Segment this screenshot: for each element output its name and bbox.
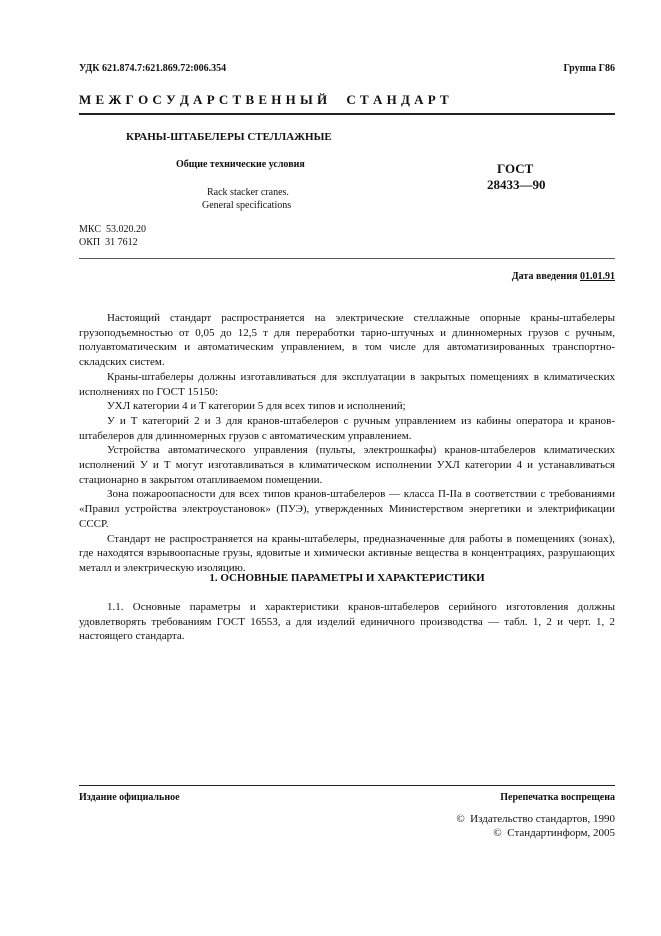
header-rule bbox=[79, 113, 615, 115]
okp-code: ОКП 31 7612 bbox=[79, 237, 138, 248]
standard-type-banner: М Е Ж Г О С У Д А Р С Т В Е Н Н Ы Й С Т А Н Д А Р Т bbox=[79, 92, 450, 107]
reprint-prohibited-label: Перепечатка воспрещена bbox=[500, 792, 615, 803]
intro-date-value: 01.01.91 bbox=[580, 271, 615, 282]
body-paragraph: Настоящий стандарт распространяется на электрические стеллажные опорные краны-штабелеры грузоподъемностью от 0,05 до 12,5 т для переработки тарно-штучных и длинномерных грузов с ручным, полуавтоматическим и автоматическим управлением, в том числе для автоматизированных транспортно-складских систем. bbox=[79, 312, 615, 369]
group-code: Группа Г86 bbox=[563, 63, 615, 74]
body-paragraph: У и Т категорий 2 и 3 для кранов-штабелеров с ручным управлением из кабины оператора и кранов-штабелеров для длинномерных грузов с автоматическим управлением. bbox=[79, 414, 615, 442]
english-title-line2: General specifications bbox=[202, 200, 292, 211]
gost-number: 28433—90 bbox=[487, 177, 546, 192]
codes-rule bbox=[79, 258, 615, 259]
intro-date-label: Дата введения bbox=[511, 271, 578, 282]
english-title-line1: Rack stacker cranes. bbox=[207, 187, 289, 198]
official-edition-label: Издание официальное bbox=[79, 792, 180, 803]
copyright-line-1: © Издательство стандартов, 1990 bbox=[456, 813, 615, 825]
document-title: КРАНЫ-ШТАБЕЛЕРЫ СТЕЛЛАЖНЫЕ bbox=[126, 131, 332, 143]
body-paragraph: УХЛ категории 4 и Т категории 5 для всех типов и исполнений; bbox=[107, 400, 406, 413]
body-paragraph: Краны-штабелеры должны изготавливаться для эксплуатации в закрытых помещениях в климатических исполнениях по ГОСТ 15150: bbox=[79, 370, 615, 398]
section-heading: 1. ОСНОВНЫЕ ПАРАМЕТРЫ И ХАРАКТЕРИСТИКИ bbox=[209, 572, 485, 584]
body-text bbox=[79, 311, 615, 576]
udk-code: УДК 621.874.7:621.869.72:006.354 bbox=[79, 63, 227, 74]
mks-code: МКС 53.020.20 bbox=[79, 224, 146, 235]
body-paragraph: Зона пожароопасности для всех типов кранов-штабелеров — класса П-IIа в соответствии с требованиями «Правил устройства электроустановок» (ПУЭ), утвержденных Министерством энергетики и электрификации СССР. bbox=[79, 488, 615, 530]
footer-rule bbox=[79, 785, 615, 786]
body-paragraph: Стандарт не распространяется на краны-штабелеры, предназначенные для работы в помещениях (зонах), где находятся взрывоопасные грузы, ядовитые и химически активные вещества в концентрациях, разрушающих металл и электрическую изоляцию. bbox=[79, 532, 615, 574]
section-paragraph: 1.1. Основные параметры и характеристики кранов-штабелеров серийного изготовления должны удовлетворять требованиям ГОСТ 16553, а для изделий единичного производства — табл. 1, 2 и черт. 1, 2 настоящего стандарта. bbox=[79, 601, 615, 643]
copyright-line-2: © Стандартинформ, 2005 bbox=[493, 827, 615, 839]
gost-label: ГОСТ bbox=[497, 161, 534, 176]
intro-date bbox=[512, 270, 615, 283]
body-paragraph: Устройства автоматического управления (пульты, электрошкафы) кранов-штабелеров климатических исполнений У и Т могут изготавливаться в климатическом исполнении УХЛ категории 4 и устанавливаться стационарно в закрытом отапливаемом помещении. bbox=[79, 444, 615, 486]
document-subtitle: Общие технические условия bbox=[176, 159, 305, 170]
section-text bbox=[79, 600, 615, 644]
